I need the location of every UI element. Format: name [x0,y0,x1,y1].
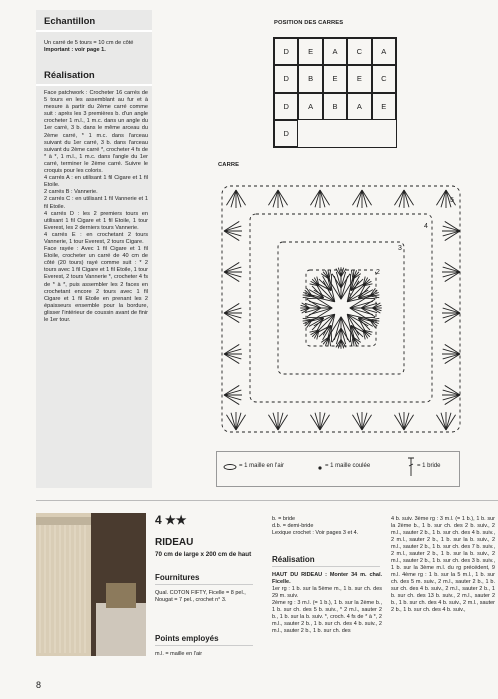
section-title-echantillon: Echantillon [44,16,96,27]
legend-ml: = 1 maille en l'air [239,463,284,469]
supplies-title: Fournitures [155,573,200,582]
grid-cell: E [298,38,322,65]
col2-text: b. = bride d.b. = demi-bride Lexique crochet : Voir pages 3 et 4. [272,516,359,536]
chain-symbol-icon [223,463,237,471]
carre-title: CARRE [218,162,240,168]
grid-cell: A [298,93,322,120]
legend-mc: = 1 maille coulée [325,463,371,469]
grid-cell: C [372,65,396,92]
divider [155,584,253,585]
grid-cell: D [274,120,298,147]
double-crochet-icon [407,457,415,477]
grid-cell: D [274,93,298,120]
section-title-realisation: Réalisation [44,70,95,81]
legend-box [216,451,460,487]
legend-b: = 1 bride [417,463,441,469]
divider [36,500,498,501]
grid-cell: B [298,65,322,92]
divider [155,645,253,646]
crochet-diagram [216,180,468,440]
stitches-title: Points employés [155,634,219,643]
echantillon-text: Un carré de 5 tours = 10 cm de côté Important : voir page 1. [44,40,134,54]
difficulty-stars: 4 ★★ [155,513,187,527]
grid-cell: A [347,93,371,120]
grid-cell: D [274,38,298,65]
grid-cell: E [347,65,371,92]
col2-real-title: Réalisation [272,555,315,564]
grid-cell: A [372,38,396,65]
round-number-1: 1 [348,293,352,300]
divider [36,30,152,32]
round-number-2: 2 [376,269,380,276]
grid-cell: E [372,93,396,120]
position-grid [273,37,397,148]
supplies-text: Qual. COTON FIFTY, Ficelle = 8 pel., Nougat = 7 pel., crochet n° 3. [155,590,246,603]
page-number: 8 [36,680,42,690]
grid-cell: E [323,65,347,92]
grid-cell: A [323,38,347,65]
col3-instructions: 4 b. suiv. 3ème rg : 3 m.l. (= 1 b.), 1 b. sur la 2ème b., 1 b. sur ch. des 2 b. suiv., 2 m.l., sauter 2 b., 1 b. sur ch. des 4 b. suiv., 2 m.l., sauter 2 b., 1 b. sur la b. suiv., 2 m.l., sauter 2 b., 1 b. sur ch. des 7 b. suiv., 2 m.l., sauter 2 b., 1 b. sur la b. suiv., 2 m.l., sauter 2 b., 1 b. sur ch. des 3 b. suiv., 1 b. sur la 3ème m.l. du rg précédent, 9 m.l. 4ème rg : 1 b. sur la 5 m.l., 1 b. sur ch. des 5 m. suiv., 2 m.l., sauter 2 b., 1 b. sur ch. des 4 b. suiv., 2 m.l., sauter 2 b., 1 b. sur ch. des 13 b. suiv., 2 m.l., sauter 2 b., 1 b. sur ch. des 4 b. suiv., 2 m.l., sauter 2 b., 1 b. sur ch. des 4 b. suiv., [391,516,495,613]
position-title: POSITION DES CARRES [274,20,344,26]
realisation-text: Face patchwork : Crocheter 16 carrés de 5 tours en les assemblant au fur et à mesure à partir du 2ème carré comme suit : après les 3 premières b. d'un angle crocheter 1 m.l., 1 m.c. dans un angle du 1er carré, 3 b. dans le même arceau du 2ème carré, * 1 m.c. dans l'arceau suivant du 1er carré, 3 b. dans l'arceau suivant du 2ème carré *, crocheter 4 fs de * à *, 1 m.l., 1 m.c. dans l'angle du 1er carré, terminer le 2ème carré. Suivre le croquis pour les coloris. 4 carrés A : en utilisant 1 fil Cigare et 1 fil Etoile. 2 carrés B : Vannerie. 2 carrés C : en utilisant 1 fil Vannerie et 1 fil Etoile. 4 carrés D : les 2 premiers tours en utilisant 1 fil Cigare et 1 fil Etoile, 1 tour Everest, les 2 derniers tours Vannerie. 4 carrés E : en crochetant 2 tours Vannerie, 1 tour Everest, 2 tours Cigare. Face rayée : Avec 1 fil Cigare et 1 fil Etoile, crocheter un carré de 40 cm de côté (20 tours) rayé comme suit : * 2 tours avec 1 fil Cigare et 1 fil Etoile, 1 tour Everest, 2 tours Vannerie *, crocheter 4 fs de * à *, puis assembler les 2 faces en crochetant encore 2 tours avec 1 fil Cigare et 1 fil Etoile en prenant les 2 épaisseurs ensemble pour la bordure, glisser l'intérieur de coussin avant de finir le 1er tour. [44,90,148,323]
stitch-ml: m.l. = maille en l'air [155,651,203,657]
round-number-5: 5 [450,197,454,204]
divider [36,84,152,86]
grid-cell: D [274,65,298,92]
project-title: RIDEAU [155,537,194,548]
curtain-photo [36,513,146,656]
round-number-3: 3 [398,245,402,252]
slip-stitch-icon [317,465,323,471]
round-number-4: 4 [424,223,428,230]
grid-cell: C [347,38,371,65]
divider [272,566,380,567]
project-size: 70 cm de large x 200 cm de haut [155,551,252,558]
grid-cell: B [323,93,347,120]
col2-instructions: HAUT DU RIDEAU : Monter 34 m. chaî. Ficelle. 1er rg : 1 b. sur la 5ème m., 1 b. sur ch. des 29 m. suiv. 2ème rg : 3 m.l. (= 1 b.), 1 b. sur la 2ème b., 1 b. sur ch. des 5 b. suiv., * 2 m.l., sauter 2 b., 1 b. sur la b. suiv. *, croch. 4 fs de * à *, 2 m.l., sauter 2 b., 1 b. sur ch. des 4 b. suiv., 2 m.l., sauter 2 b., 1 b. sur ch. des [272,572,382,634]
